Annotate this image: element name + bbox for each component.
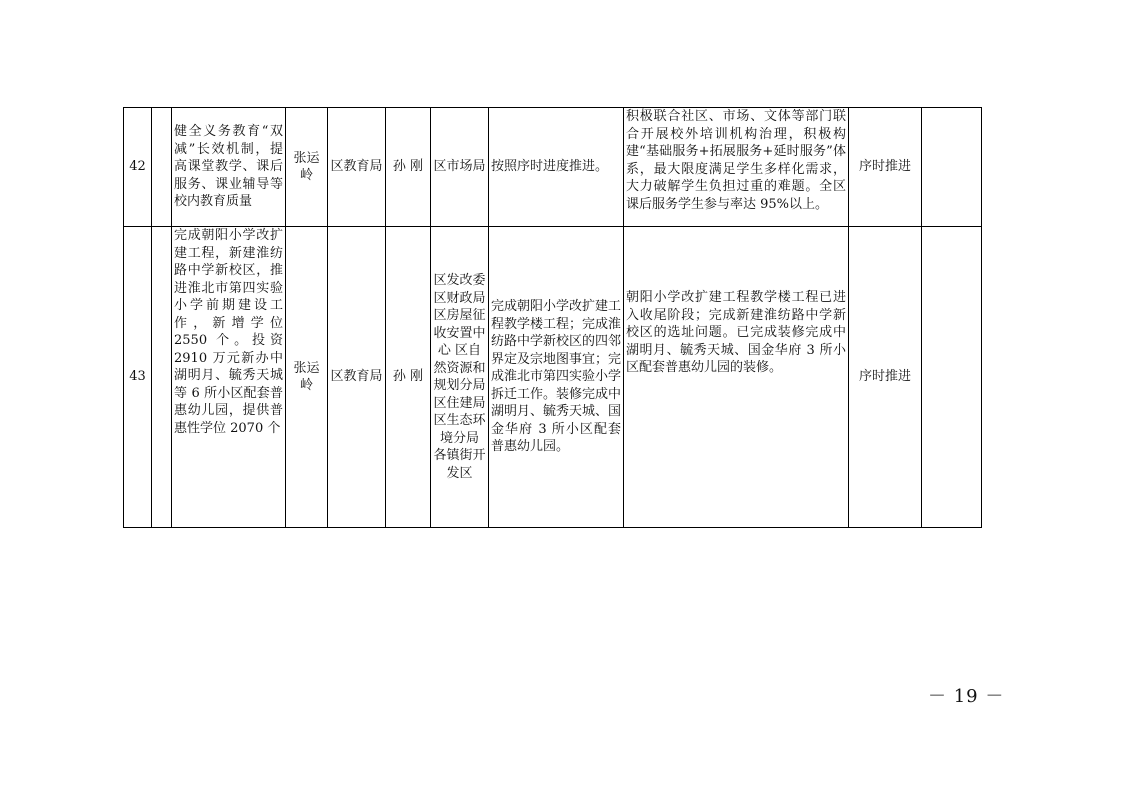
- task-cell: 健全义务教育“双减”长效机制，提高课堂教学、课后服务、课业辅导等校内教育质量: [172, 108, 286, 227]
- page-number: － 19 －: [928, 686, 1005, 707]
- remark-cell: [922, 227, 982, 528]
- progress-cell: 朝阳小学改扩建工程教学楼工程已进入收尾阶段；完成新建淮纺路中学新校区的选址问题。已完成装修完成中湖明月、毓秀天城、国金华府 3 所小区配套普惠幼儿园的装修。: [624, 227, 849, 528]
- table-row: [124, 227, 982, 528]
- remark-cell: [922, 108, 982, 227]
- leader-cell: 张运岭: [286, 108, 328, 227]
- spacer-cell: [152, 108, 172, 227]
- coop-unit-cell: 区市场局: [431, 108, 489, 227]
- progress-cell: 积极联合社区、市场、文体等部门联合开展校外培训机构治理，积极构建“基础服务+拓展服务+延时服务”体系，最大限度满足学生多样化需求，大力破解学生负担过重的难题。全区课后服务学生参与率达 95%以上。: [624, 108, 849, 227]
- row-number: 42: [124, 108, 152, 227]
- lead-unit-cell: 区教育局: [328, 227, 386, 528]
- responsible-person-cell: 孙 刚: [386, 227, 431, 528]
- status-cell: 序时推进: [849, 108, 922, 227]
- table-row: [124, 108, 982, 227]
- lead-unit-cell: 区教育局: [328, 108, 386, 227]
- task-cell: 完成朝阳小学改扩建工程，新建淮纺路中学新校区，推进淮北市第四实验小学前期建设工作，新增学位 2550 个。投资 2910 万元新办中湖明月、毓秀天城等 6 所小区配套普惠幼儿园，提供普惠性学位 2070 个: [172, 227, 286, 528]
- coop-unit-cell: 区发改委 区财政局 区房屋征收安置中心 区自然资源和规划分局 区住建局 区生态环境分局 各镇街开发区: [431, 227, 489, 528]
- task-table: [123, 107, 982, 528]
- plan-cell: 按照序时进度推进。: [489, 108, 624, 227]
- leader-cell: 张运岭: [286, 227, 328, 528]
- spacer-cell: [152, 227, 172, 528]
- row-number: 43: [124, 227, 152, 528]
- status-cell: 序时推进: [849, 227, 922, 528]
- responsible-person-cell: 孙 刚: [386, 108, 431, 227]
- plan-cell: 完成朝阳小学改扩建工程教学楼工程；完成淮纺路中学新校区的四邻界定及宗地图事宜；完成淮北市第四实验小学拆迁工作。装修完成中湖明月、毓秀天城、国金华府 3 所小区配套普惠幼儿园。: [489, 227, 624, 528]
